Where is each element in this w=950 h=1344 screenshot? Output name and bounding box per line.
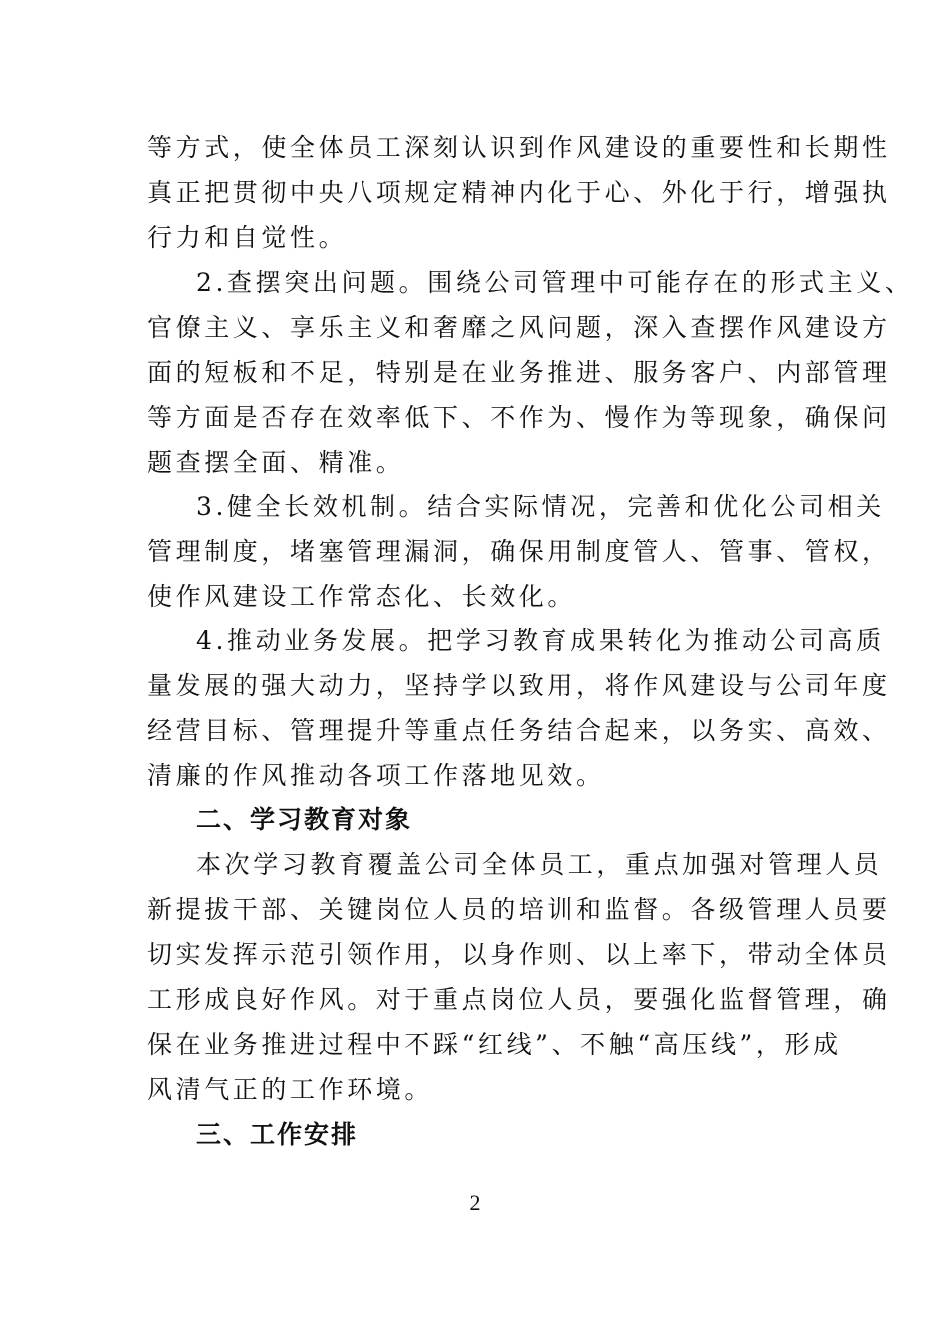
- body-text-line: 等方面是否存在效率低下、不作为、慢作为等现象，确保问: [147, 403, 891, 432]
- list-item-4-text: 4.推动业务发展。把学习教育成果转化为推动公司高质: [196, 626, 885, 655]
- body-text-line: 风清气正的工作环境。: [147, 1075, 434, 1104]
- body-text-line: 清廉的作风推动各项工作落地见效。: [147, 761, 605, 790]
- body-text-line: 量发展的强大动力，坚持学以致用，将作风建设与公司年度: [147, 671, 891, 700]
- body-text-line: 保在业务推进过程中不踩“红线”、不触“高压线”，形成: [147, 1030, 842, 1059]
- page-number: 2: [469, 1190, 481, 1215]
- body-text-line: 新提拔干部、关键岗位人员的培训和监督。各级管理人员要: [147, 895, 891, 924]
- list-item-3-text: 3.健全长效机制。结合实际情况，完善和优化公司相关: [196, 492, 885, 521]
- body-text-line: 使作风建设工作常态化、长效化。: [147, 582, 577, 611]
- list-item-2-text: 2.查摆突出问题。围绕公司管理中可能存在的形式主义、: [196, 268, 914, 297]
- body-text-line: 工形成良好作风。对于重点岗位人员，要强化监督管理，确: [147, 985, 891, 1014]
- body-text-line: 面的短板和不足，特别是在业务推进、服务客户、内部管理: [147, 358, 891, 387]
- body-text-line: 真正把贯彻中央八项规定精神内化于心、外化于行，增强执: [147, 178, 891, 207]
- body-text-line: 管理制度，堵塞管理漏洞，确保用制度管人、管事、管权，: [147, 537, 891, 566]
- body-text-line: 等方式，使全体员工深刻认识到作风建设的重要性和长期性: [147, 133, 891, 162]
- body-text-line: 行力和自觉性。: [147, 223, 348, 252]
- body-text-line: 题查摆全面、精准。: [147, 448, 405, 477]
- section-heading-work-arrangement: 三、工作安排: [196, 1120, 359, 1149]
- body-text-line: 切实发挥示范引领作用，以身作则、以上率下，带动全体员: [147, 940, 891, 969]
- section-heading-study-audience: 二、学习教育对象: [196, 805, 413, 834]
- body-text-line: 本次学习教育覆盖公司全体员工，重点加强对管理人员: [196, 850, 883, 879]
- body-text-line: 官僚主义、享乐主义和奢靡之风问题，深入查摆作风建设方: [147, 313, 891, 342]
- body-text-line: 经营目标、管理提升等重点任务结合起来，以务实、高效、: [147, 716, 891, 745]
